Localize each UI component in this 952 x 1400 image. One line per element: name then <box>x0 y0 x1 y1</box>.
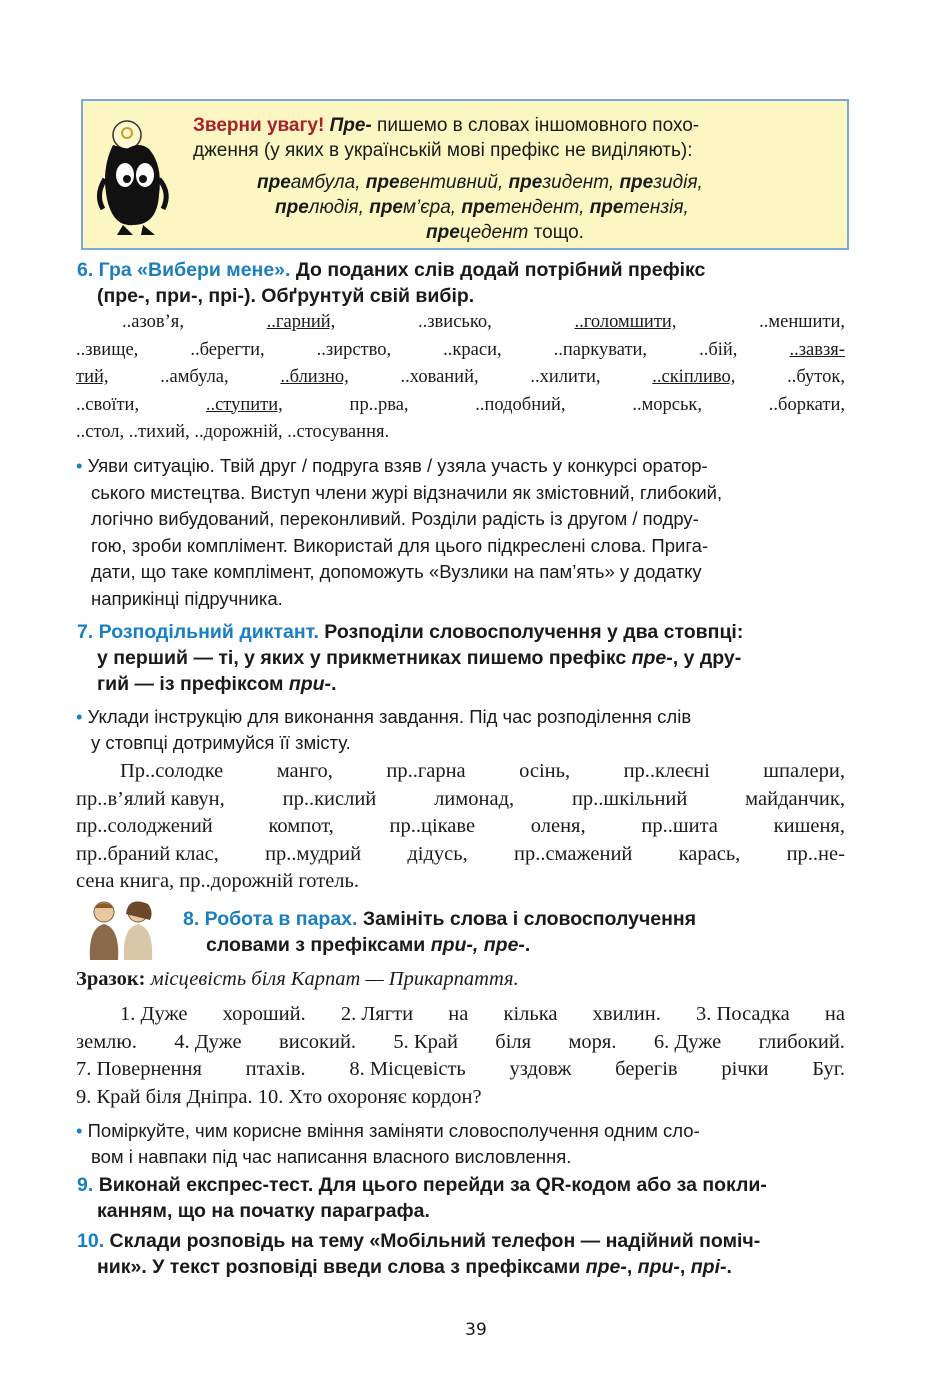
phrase: кишеня, <box>773 815 845 837</box>
note-text-1: пишемо в словах іншомовного похо- <box>377 115 700 136</box>
phrase: берегів <box>615 1058 678 1080</box>
ex-word: цедент <box>459 222 529 243</box>
word: ..краси, <box>443 339 502 360</box>
phrase: 1. Дуже <box>120 1003 188 1025</box>
task8-sample <box>76 968 519 991</box>
task8-heading <box>183 908 696 931</box>
word: ..звисько, <box>418 312 492 332</box>
word-row <box>76 340 845 361</box>
example-prefix: пре <box>275 197 309 218</box>
word: ..бій, <box>699 339 738 360</box>
t7-part: гий — із префіксом <box>97 673 289 695</box>
t8-part: . <box>524 934 531 956</box>
underlined-word: ..скіпливо, <box>652 367 736 387</box>
word: ..боркати, <box>768 394 845 415</box>
phrase: 5. Край <box>393 1030 458 1053</box>
bullet-text: у стовпці дотримуйся її змісту. <box>91 732 351 753</box>
task10-line-1 <box>77 1230 760 1253</box>
phrase: шпалери, <box>763 760 845 782</box>
task6-text-2: (пре-, при-, прі-). Обґрунтуй свій вибір. <box>97 285 475 307</box>
phrase: Пр..солодке <box>120 760 224 782</box>
note-text-2: дження (у яких в українській мові префікс не виділяють): <box>193 140 693 161</box>
phrase: біля <box>495 1030 532 1053</box>
phrase: пр..мудрий <box>265 842 362 865</box>
phrase: лимонад, <box>434 787 515 810</box>
text-row <box>120 1003 845 1026</box>
word: ..амбула, <box>160 367 229 387</box>
task10-text-1: Склади розповідь на тему «Мобільний телефон — надійний поміч- <box>109 1230 761 1252</box>
t10-prefix: пре- <box>585 1256 627 1278</box>
phrase: сена книга, пр..дорожній готель. <box>76 870 360 892</box>
t10-prefix: прі- <box>690 1256 727 1278</box>
phrase: на <box>448 1003 469 1025</box>
text-row <box>76 1058 845 1081</box>
note-examples-2 <box>275 197 689 219</box>
attention-note <box>81 99 849 250</box>
note-line-1 <box>193 115 699 137</box>
phrase: глибокий. <box>758 1030 845 1053</box>
phrase: 8. Місцевість <box>349 1058 466 1080</box>
bullet-text: Уяви ситуацію. Твій друг / подруга взяв / узяла участь у конкурсі оратор- <box>87 455 708 476</box>
sample-label: Зразок: <box>76 968 146 990</box>
bullet-icon: • <box>76 1120 88 1141</box>
phrase: дідусь, <box>407 842 468 865</box>
bullet-text: логічно вибудований, переконливий. Розділи радість із другом / подру- <box>91 508 699 529</box>
phrase: пр..в’ялий кавун, <box>76 787 225 810</box>
underlined-word: ..ступити, <box>205 394 283 415</box>
underlined-word: ..гарний, <box>266 312 336 332</box>
task9-text-2: канням, що на початку параграфа. <box>97 1200 430 1222</box>
note-examples-1 <box>257 172 703 194</box>
note-heading: Зверни увагу! <box>193 115 325 136</box>
bullet-text: ського мистецтва. Виступ члени журі відзначили як змістовний, глибокий, <box>91 481 723 503</box>
example-prefix: пре <box>589 197 624 218</box>
word-row <box>76 422 389 443</box>
t10-part: , <box>679 1256 691 1278</box>
phrase: птахів. <box>245 1058 306 1080</box>
task7-number: 7. Розподільний диктант. <box>77 621 319 643</box>
word: ..буток, <box>787 367 845 387</box>
t10-part: ник». У текст розповіді введи слова з префіксами <box>97 1256 586 1278</box>
bullet-line <box>91 561 702 583</box>
t7-part: . <box>331 673 337 695</box>
task8-text-1: Замініть слова і словосполучення <box>362 908 697 930</box>
task8-text-2 <box>206 934 530 957</box>
text-row <box>76 1031 845 1054</box>
example-word: вентивний, <box>399 172 509 193</box>
word: ..хилити, <box>530 367 601 387</box>
bullet-text: наприкінці підручника. <box>91 587 283 609</box>
underlined-word: тий, <box>76 367 109 387</box>
task9-number: 9. <box>77 1174 94 1196</box>
word: пр..рва, <box>349 394 409 415</box>
phrase: високий. <box>279 1030 357 1053</box>
text-row <box>76 788 845 811</box>
word: ..морськ, <box>632 394 703 415</box>
bullet-text: гою, зроби комплімент. Використай для цього підкреслені слова. Прига- <box>91 534 709 556</box>
phrase: манго, <box>276 760 333 782</box>
phrase: річки <box>721 1058 769 1080</box>
underlined-word: ..голомшити, <box>574 312 677 332</box>
phrase: 9. Край біля Дніпра. 10. Хто охороняє кордон? <box>76 1085 482 1108</box>
word: ..стол, ..тихий, ..дорожній, ..стосування. <box>76 422 390 442</box>
t10-part: , <box>626 1256 638 1278</box>
phrase: осінь, <box>519 760 571 782</box>
phrase: пр..шкільний <box>571 787 688 810</box>
word: ..подобний, <box>475 394 566 415</box>
text-row <box>76 815 845 838</box>
word: ..паркувати, <box>553 339 648 360</box>
phrase: майданчик, <box>745 787 845 810</box>
task10-text-2 <box>97 1256 732 1279</box>
phrase: 3. Посадка <box>696 1003 790 1025</box>
bullet-line <box>76 455 708 477</box>
example-word: тендент, <box>495 197 590 218</box>
bullet-line <box>91 535 708 557</box>
phrase: пр..гарна <box>386 760 466 782</box>
example-word: м’єра, <box>403 197 462 218</box>
t10-prefix: при- <box>637 1256 680 1278</box>
example-prefix: пре <box>257 172 291 193</box>
task10-number: 10. <box>77 1230 105 1252</box>
t8-part: словами з префіксами <box>206 934 431 956</box>
ex-tail: тощо. <box>528 222 584 243</box>
phrase: уздовж <box>509 1058 572 1080</box>
phrase: пр..цікаве <box>389 815 476 837</box>
task9-text-1: Виконай експрес-тест. Для цього перейди за QR-кодом або за покли- <box>98 1174 767 1196</box>
bullet-line <box>91 1146 571 1168</box>
text-row <box>76 870 359 893</box>
t10-part: . <box>726 1256 732 1278</box>
phrase: 2. Лягти <box>340 1003 414 1025</box>
bullet-text: Уклади інструкцію для виконання завдання. Під час розподілення слів <box>87 706 692 727</box>
bullet-text: дати, що таке комплімент, допоможуть «Вузлики на пам’ять» у додатку <box>91 561 702 582</box>
example-prefix: пре <box>508 172 543 193</box>
bullet-icon: • <box>76 455 88 476</box>
t7-prefix: при- <box>288 673 332 695</box>
note-examples-3 <box>426 222 584 244</box>
mascot-penguin-icon <box>93 109 175 239</box>
phrase: 7. Повернення <box>76 1058 202 1080</box>
bullet-icon: • <box>76 706 88 727</box>
phrase: пр..кислий <box>282 787 377 810</box>
ex-prefix: пре <box>426 222 460 243</box>
word-row <box>76 367 845 388</box>
word: ..звище, <box>76 339 139 360</box>
bullet-line <box>91 588 283 610</box>
word: ..меншити, <box>759 312 845 332</box>
phrase: пр..шита <box>641 815 718 837</box>
task9-line-1 <box>77 1174 767 1197</box>
underlined-word: ..завзя- <box>789 339 845 360</box>
example-word: зидент, <box>542 172 620 193</box>
phrase: кілька <box>503 1003 558 1025</box>
word: ..зирство, <box>316 339 392 360</box>
bullet-line <box>76 1120 700 1142</box>
pair-work-illustration-icon <box>76 898 168 960</box>
note-prefix: Пре- <box>329 115 372 136</box>
bullet-line <box>76 706 691 728</box>
phrase: на <box>824 1003 845 1025</box>
example-prefix: пре <box>365 172 400 193</box>
t7-part: , у дру- <box>672 647 742 669</box>
t7-part: у перший — ті, у яких у прикметниках пишемо префікс <box>97 647 632 669</box>
example-word: тензія, <box>623 197 689 218</box>
phrase: Буг. <box>812 1058 845 1080</box>
task7-text-2 <box>97 647 741 670</box>
sample-text: місцевість біля Карпат — Прикарпаття. <box>150 968 519 990</box>
phrase: пр..браний клас, <box>76 842 219 865</box>
page-number: 39 <box>465 1320 487 1340</box>
phrase: 6. Дуже <box>653 1030 722 1053</box>
t7-prefix: пре- <box>631 647 673 669</box>
bullet-line <box>91 732 351 754</box>
word-row <box>76 395 845 416</box>
phrase: пр..клеєні <box>623 760 710 782</box>
phrase: пр..смажений <box>513 842 633 865</box>
phrase: пр..не- <box>786 842 845 865</box>
underlined-word: ..близно, <box>280 367 349 387</box>
task7-heading <box>77 621 743 644</box>
phrase: пр..солоджений <box>76 815 213 837</box>
bullet-text: Поміркуйте, чим корисне вміння заміняти словосполучення одним сло- <box>87 1120 700 1141</box>
text-row <box>76 1086 482 1109</box>
task7-text-3 <box>97 673 336 696</box>
bullet-line <box>91 508 699 530</box>
task6-number: 6. Гра «Вибери мене». <box>77 259 291 281</box>
word: ..своїти, <box>76 394 140 415</box>
task7-text-1: Розподіли словосполучення у два стовпці: <box>324 621 744 643</box>
text-row <box>120 760 845 783</box>
phrase: оленя, <box>530 815 586 837</box>
phrase: моря. <box>568 1030 617 1053</box>
word: ..азов’я, <box>122 312 184 332</box>
phrase: компот, <box>268 815 334 837</box>
word-row <box>122 312 845 333</box>
word: ..хований, <box>400 367 479 387</box>
example-prefix: пре <box>619 172 654 193</box>
example-prefix: пре <box>369 197 403 218</box>
example-word: людія, <box>308 197 370 218</box>
text-row <box>76 843 845 866</box>
task8-number: 8. Робота в парах. <box>183 908 358 930</box>
example-prefix: пре <box>461 197 496 218</box>
example-word: амбула, <box>290 172 366 193</box>
example-word: зидія, <box>653 172 703 193</box>
phrase: карась, <box>678 842 741 865</box>
word: ..берегти, <box>190 339 265 360</box>
phrase: землю. <box>76 1030 137 1053</box>
task6-heading <box>77 259 705 282</box>
bullet-text: вом і навпаки під час написання власного висловлення. <box>91 1145 572 1167</box>
phrase: хвилин. <box>592 1003 661 1025</box>
bullet-line <box>91 482 722 504</box>
phrase: хороший. <box>222 1003 306 1025</box>
t8-prefix: при-, пре- <box>430 934 525 956</box>
task6-text-1: До поданих слів додай потрібний префікс <box>295 259 706 281</box>
phrase: 4. Дуже <box>174 1030 242 1053</box>
